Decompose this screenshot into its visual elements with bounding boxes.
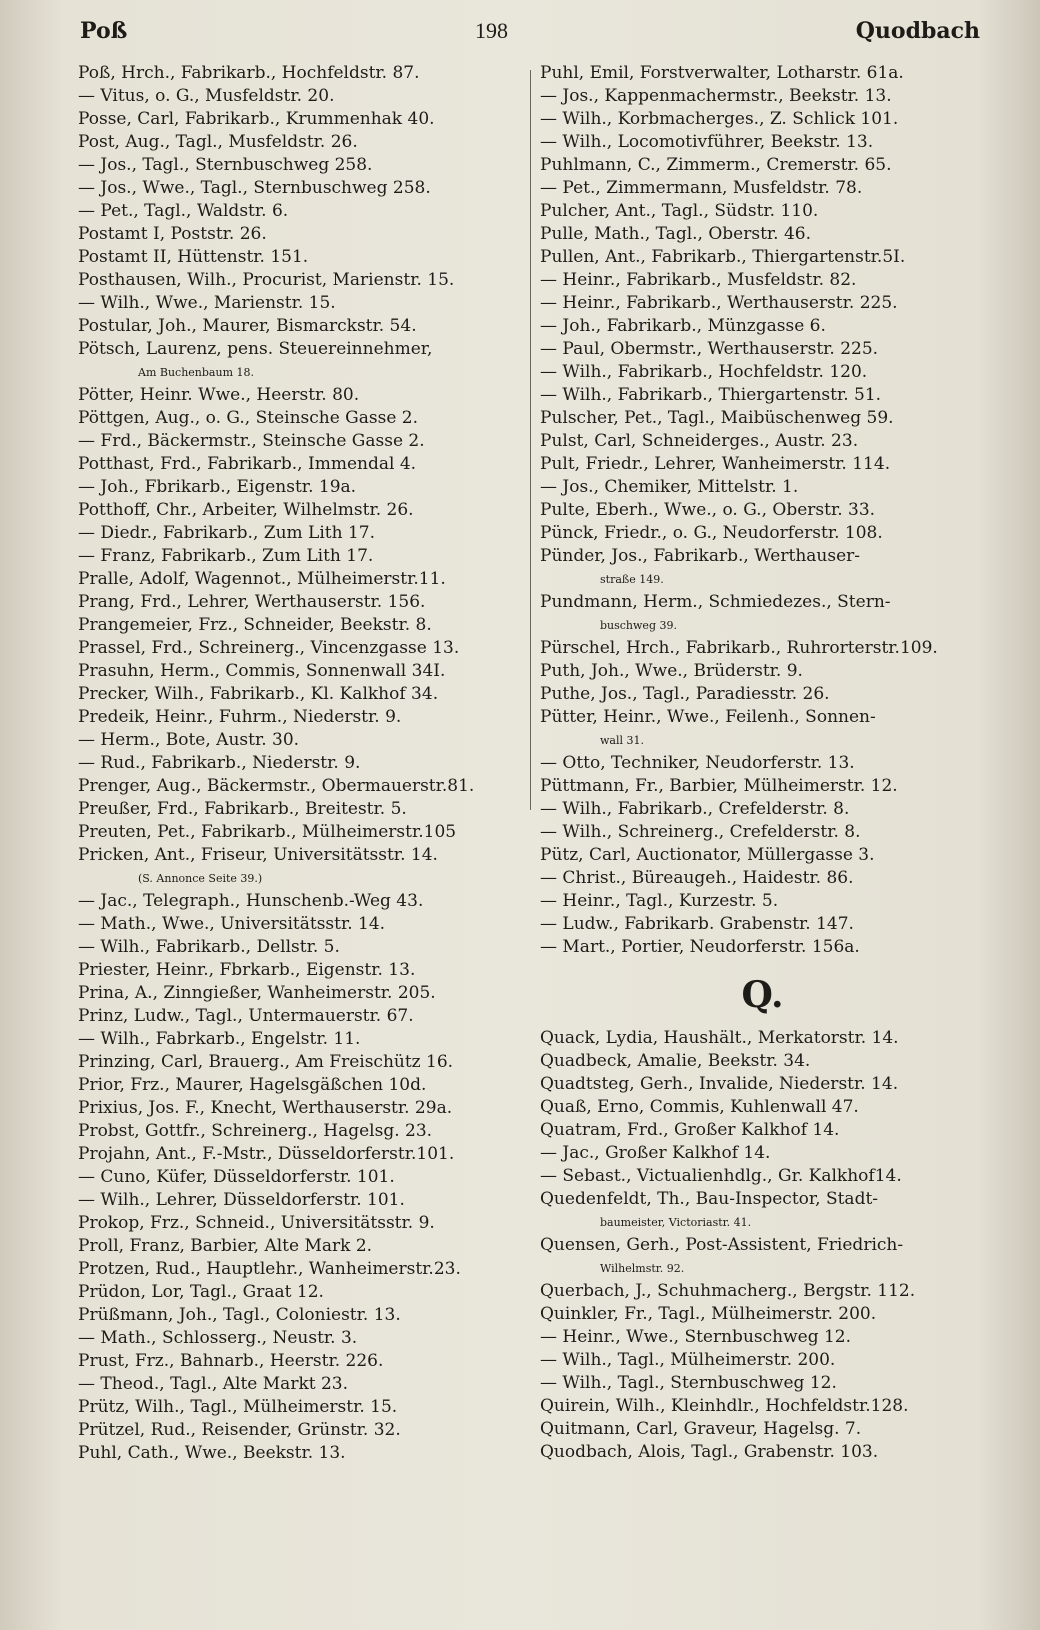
header-left-keyword: Poß [80, 18, 128, 44]
directory-entry: Pult, Friedr., Lehrer, Wanheimerstr. 114. [540, 454, 891, 474]
directory-entry: — Rud., Fabrikarb., Niederstr. 9. [78, 753, 361, 773]
directory-entry: Prützel, Rud., Reisender, Grünstr. 32. [78, 1420, 401, 1440]
directory-entry: Quadbeck, Amalie, Beekstr. 34. [540, 1051, 811, 1071]
directory-entry: Pünder, Jos., Fabrikarb., Werthauser- [540, 546, 861, 566]
directory-entry: — Wilh., Lehrer, Düsseldorferstr. 101. [78, 1190, 405, 1210]
directory-entry: — Heinr., Fabrikarb., Werthauserstr. 225. [540, 293, 898, 313]
directory-entry: — Jac., Großer Kalkhof 14. [540, 1143, 771, 1163]
directory-entry: Projahn, Ant., F.-Mstr., Düsseldorferstr.101. [78, 1144, 455, 1164]
directory-entry: Prinz, Ludw., Tagl., Untermauerstr. 67. [78, 1006, 414, 1026]
directory-entry: — Jos., Wwe., Tagl., Sternbuschweg 258. [78, 178, 431, 198]
directory-entry: Prixius, Jos. F., Knecht, Werthauserstr. 29a. [78, 1098, 453, 1118]
directory-entry: — Joh., Fbrikarb., Eigenstr. 19a. [78, 477, 357, 497]
directory-entry: Predeik, Heinr., Fuhrm., Niederstr. 9. [78, 707, 402, 727]
directory-entry: — Pet., Tagl., Waldstr. 6. [78, 201, 289, 221]
directory-entry: — Wilh., Fabrikarb., Crefelderstr. 8. [540, 799, 850, 819]
directory-entry: Püttmann, Fr., Barbier, Mülheimerstr. 12. [540, 776, 898, 796]
directory-entry: Quack, Lydia, Haushält., Merkatorstr. 14. [540, 1028, 899, 1048]
directory-entry: Pütter, Heinr., Wwe., Feilenh., Sonnen- [540, 707, 876, 727]
directory-entry: Probst, Gottfr., Schreinerg., Hagelsg. 23. [78, 1121, 433, 1141]
directory-entry: — Math., Schlosserg., Neustr. 3. [78, 1328, 358, 1348]
directory-entry: Quirein, Wilh., Kleinhdlr., Hochfeldstr.128. [540, 1396, 909, 1416]
directory-entry: — Sebast., Victualienhdlg., Gr. Kalkhof14. [540, 1166, 902, 1186]
directory-entry: Prior, Frz., Maurer, Hagelsgäßchen 10d. [78, 1075, 427, 1095]
directory-entry: — Heinr., Fabrikarb., Musfeldstr. 82. [540, 270, 857, 290]
directory-entry: Pötter, Heinr. Wwe., Heerstr. 80. [78, 385, 360, 405]
directory-entry: Am Buchenbaum 18. [138, 366, 254, 379]
directory-entry: — Joh., Fabrikarb., Münzgasse 6. [540, 316, 826, 336]
directory-entry: — Wilh., Korbmacherges., Z. Schlick 101. [540, 109, 899, 129]
directory-entry: Pulscher, Pet., Tagl., Maibüschenweg 59. [540, 408, 894, 428]
directory-entry: Preuten, Pet., Fabrikarb., Mülheimerstr.105 [78, 822, 457, 842]
directory-entry: Prenger, Aug., Bäckermstr., Obermauerstr.81. [78, 776, 475, 796]
directory-entry: — Wilh., Fabrikarb., Hochfeldstr. 120. [540, 362, 868, 382]
directory-entry: Postamt II, Hüttenstr. 151. [78, 247, 309, 267]
directory-entry: Prang, Frd., Lehrer, Werthauserstr. 156. [78, 592, 426, 612]
directory-entry: — Franz, Fabrikarb., Zum Lith 17. [78, 546, 374, 566]
directory-entry: wall 31. [600, 734, 644, 747]
directory-entry: Quensen, Gerh., Post-Assistent, Friedrich- [540, 1235, 904, 1255]
directory-entry: Pulcher, Ant., Tagl., Südstr. 110. [540, 201, 819, 221]
directory-entry: Postamt I, Poststr. 26. [78, 224, 267, 244]
directory-entry: — Heinr., Wwe., Sternbuschweg 12. [540, 1327, 852, 1347]
directory-entry: Prust, Frz., Bahnarb., Heerstr. 226. [78, 1351, 384, 1371]
directory-entry: Protzen, Rud., Hauptlehr., Wanheimerstr.23. [78, 1259, 461, 1279]
directory-entry: Puhlmann, C., Zimmerm., Cremerstr. 65. [540, 155, 892, 175]
right-column [540, 62, 985, 1464]
directory-entry: — Jos., Tagl., Sternbuschweg 258. [78, 155, 373, 175]
directory-entry: Pünck, Friedr., o. G., Neudorferstr. 108. [540, 523, 883, 543]
directory-entry: Potthast, Frd., Fabrikarb., Immendal 4. [78, 454, 417, 474]
directory-entry: — Cuno, Küfer, Düsseldorferstr. 101. [78, 1167, 395, 1187]
directory-entry: Pütz, Carl, Auctionator, Müllergasse 3. [540, 845, 875, 865]
directory-entry: — Wilh., Schreinerg., Crefelderstr. 8. [540, 822, 861, 842]
directory-entry: Pricken, Ant., Friseur, Universitätsstr. 14. [78, 845, 438, 865]
directory-entry: straße 149. [600, 573, 664, 586]
directory-entry: Pulle, Math., Tagl., Oberstr. 46. [540, 224, 812, 244]
directory-entry: Quaß, Erno, Commis, Kuhlenwall 47. [540, 1097, 859, 1117]
directory-entry: — Pet., Zimmermann, Musfeldstr. 78. [540, 178, 863, 198]
directory-entry: Pralle, Adolf, Wagennot., Mülheimerstr.11. [78, 569, 446, 589]
directory-entry: Prasuhn, Herm., Commis, Sonnenwall 34I. [78, 661, 446, 681]
directory-entry: — Wilh., Wwe., Marienstr. 15. [78, 293, 336, 313]
directory-entry: Puth, Joh., Wwe., Brüderstr. 9. [540, 661, 803, 681]
directory-entry: Pulst, Carl, Schneiderges., Austr. 23. [540, 431, 859, 451]
page-header [80, 18, 980, 58]
directory-entry: Puthe, Jos., Tagl., Paradiesstr. 26. [540, 684, 830, 704]
directory-entry: Prokop, Frz., Schneid., Universitätsstr. 9. [78, 1213, 435, 1233]
directory-entry: Priester, Heinr., Fbrkarb., Eigenstr. 13. [78, 960, 416, 980]
directory-entry: Precker, Wilh., Fabrikarb., Kl. Kalkhof 34. [78, 684, 439, 704]
right-column-q-entries [540, 1027, 985, 1464]
directory-entry: Prina, A., Zinngießer, Wanheimerstr. 205. [78, 983, 436, 1003]
directory-entry: Quedenfeldt, Th., Bau-Inspector, Stadt- [540, 1189, 879, 1209]
directory-entry: — Ludw., Fabrikarb. Grabenstr. 147. [540, 914, 854, 934]
directory-entry: — Christ., Büreaugeh., Haidestr. 86. [540, 868, 854, 888]
header-right-keyword: Quodbach [855, 18, 980, 44]
directory-entry: Posse, Carl, Fabrikarb., Krummenhak 40. [78, 109, 435, 129]
directory-entry: — Wilh., Tagl., Mülheimerstr. 200. [540, 1350, 836, 1370]
directory-entry: Querbach, J., Schuhmacherg., Bergstr. 112. [540, 1281, 916, 1301]
directory-entry: Preußer, Frd., Fabrikarb., Breitestr. 5. [78, 799, 407, 819]
directory-entry: — Jac., Telegraph., Hunschenb.-Weg 43. [78, 891, 424, 911]
directory-entry: — Jos., Kappenmachermstr., Beekstr. 13. [540, 86, 892, 106]
directory-entry: Prinzing, Carl, Brauerg., Am Freischütz 16. [78, 1052, 454, 1072]
section-heading-q: Q. [741, 974, 784, 1016]
directory-entry: — Paul, Obermstr., Werthauserstr. 225. [540, 339, 879, 359]
directory-entry: Prüßmann, Joh., Tagl., Coloniestr. 13. [78, 1305, 401, 1325]
directory-entry: — Wilh., Fabrikarb., Thiergartenstr. 51. [540, 385, 882, 405]
directory-entry: Quatram, Frd., Großer Kalkhof 14. [540, 1120, 840, 1140]
directory-entry: baumeister, Victoriastr. 41. [600, 1216, 752, 1229]
right-column-p-entries [540, 62, 985, 959]
directory-entry: Quitmann, Carl, Graveur, Hagelsg. 7. [540, 1419, 862, 1439]
directory-entry: Pürschel, Hrch., Fabrikarb., Ruhrorterstr.109. [540, 638, 938, 658]
directory-entry: Prangemeier, Frz., Schneider, Beekstr. 8. [78, 615, 432, 635]
directory-entry: — Wilh., Fabrikarb., Dellstr. 5. [78, 937, 340, 957]
directory-entry: Pundmann, Herm., Schmiedezes., Stern- [540, 592, 891, 612]
directory-entry: Poß, Hrch., Fabrikarb., Hochfeldstr. 87. [78, 63, 420, 83]
directory-entry: — Diedr., Fabrikarb., Zum Lith 17. [78, 523, 375, 543]
directory-entry: Prüdon, Lor, Tagl., Graat 12. [78, 1282, 324, 1302]
directory-entry: — Mart., Portier, Neudorferstr. 156a. [540, 937, 860, 957]
directory-entry: — Wilh., Tagl., Sternbuschweg 12. [540, 1373, 837, 1393]
directory-entry: (S. Annonce Seite 39.) [138, 872, 263, 885]
directory-entry: — Heinr., Tagl., Kurzestr. 5. [540, 891, 779, 911]
directory-entry: Pötsch, Laurenz, pens. Steuereinnehmer, [78, 339, 433, 359]
page-number: 198 [475, 18, 509, 43]
directory-entry: Posthausen, Wilh., Procurist, Marienstr. 15. [78, 270, 455, 290]
directory-entry: — Wilh., Locomotivführer, Beekstr. 13. [540, 132, 874, 152]
directory-entry: Proll, Franz, Barbier, Alte Mark 2. [78, 1236, 373, 1256]
directory-entry: Puhl, Cath., Wwe., Beekstr. 13. [78, 1443, 346, 1463]
directory-entry: Quinkler, Fr., Tagl., Mülheimerstr. 200. [540, 1304, 877, 1324]
directory-entry: — Otto, Techniker, Neudorferstr. 13. [540, 753, 855, 773]
directory-entry: Prassel, Frd., Schreinerg., Vincenzgasse 13. [78, 638, 460, 658]
directory-entry: — Wilh., Fabrkarb., Engelstr. 11. [78, 1029, 361, 1049]
directory-entry: Pöttgen, Aug., o. G., Steinsche Gasse 2. [78, 408, 419, 428]
directory-entry: Potthoff, Chr., Arbeiter, Wilhelmstr. 26. [78, 500, 414, 520]
directory-entry: — Frd., Bäckermstr., Steinsche Gasse 2. [78, 431, 425, 451]
column-divider [530, 70, 531, 810]
left-column [78, 62, 523, 1465]
directory-entry: Pulte, Eberh., Wwe., o. G., Oberstr. 33. [540, 500, 876, 520]
directory-entry: Wilhelmstr. 92. [600, 1262, 685, 1275]
directory-entry: Prütz, Wilh., Tagl., Mülheimerstr. 15. [78, 1397, 398, 1417]
directory-entry: — Math., Wwe., Universitätsstr. 14. [78, 914, 386, 934]
directory-entry: Post, Aug., Tagl., Musfeldstr. 26. [78, 132, 358, 152]
directory-entry: Quodbach, Alois, Tagl., Grabenstr. 103. [540, 1442, 879, 1462]
directory-entry: Pullen, Ant., Fabrikarb., Thiergartenstr.5I. [540, 247, 906, 267]
directory-entry: — Theod., Tagl., Alte Markt 23. [78, 1374, 349, 1394]
directory-entry: — Herm., Bote, Austr. 30. [78, 730, 300, 750]
directory-entry: Puhl, Emil, Forstverwalter, Lotharstr. 61a. [540, 63, 904, 83]
directory-entry: Quadtsteg, Gerh., Invalide, Niederstr. 14. [540, 1074, 899, 1094]
directory-entry: buschweg 39. [600, 619, 677, 632]
directory-entry: — Vitus, o. G., Musfeldstr. 20. [78, 86, 335, 106]
directory-entry: Postular, Joh., Maurer, Bismarckstr. 54. [78, 316, 417, 336]
directory-entry: — Jos., Chemiker, Mittelstr. 1. [540, 477, 799, 497]
